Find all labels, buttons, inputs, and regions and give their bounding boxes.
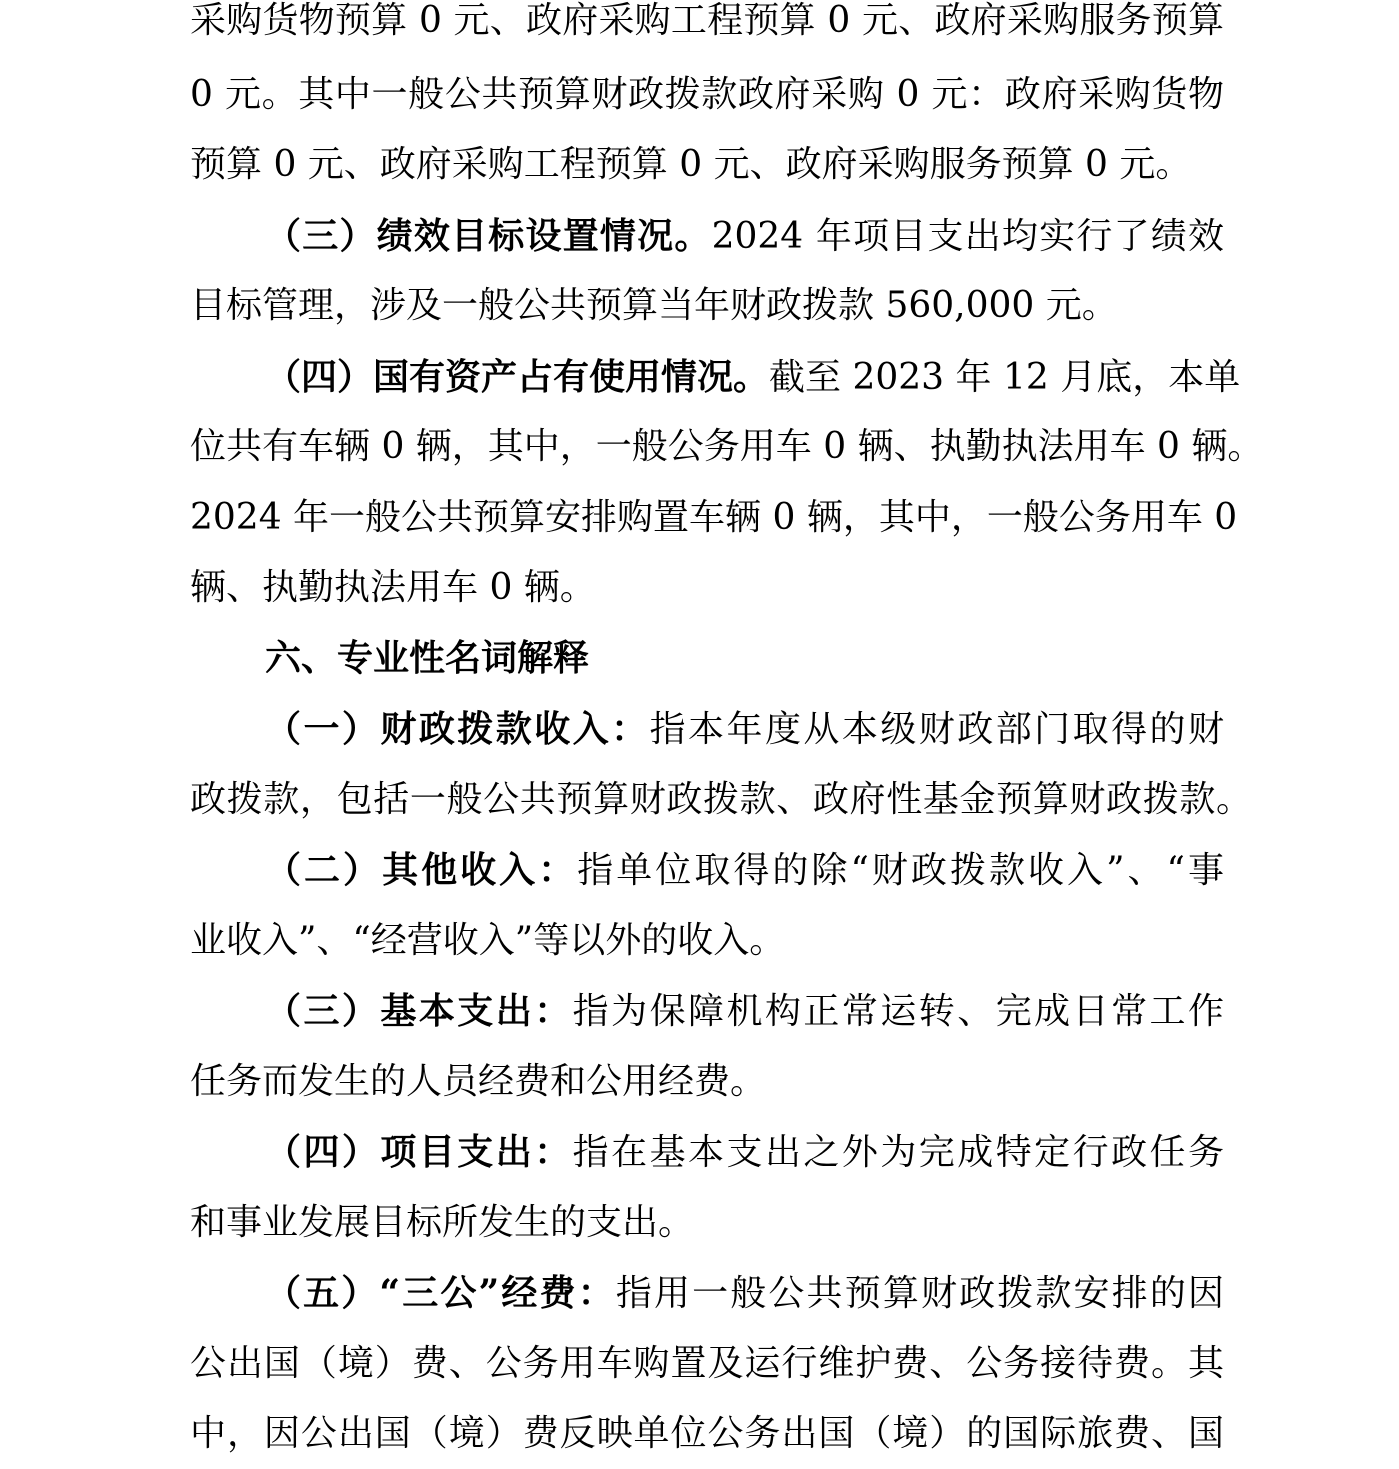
paragraph-line	[265, 201, 1224, 271]
paragraph-line	[265, 694, 1224, 764]
section-heading: 六、专业性名词解释	[265, 638, 590, 679]
paragraph-line: 和事业发展目标所发生的支出。	[190, 1202, 695, 1243]
paragraph-lead: （四）国有资产占有使用情况。	[265, 356, 770, 398]
paragraph-text: 2024 年项目支出均实行了绩效	[711, 216, 1224, 257]
paragraph-text: 指用一般公共预算财政拨款安排的因	[615, 1273, 1224, 1314]
paragraph-line: 中，因公出国（境）费反映单位公务出国（境）的国际旅费、国	[190, 1413, 1224, 1454]
paragraph-line: 预算 0 元、政府采购工程预算 0 元、政府采购服务预算 0 元。	[190, 144, 1192, 185]
paragraph-lead: （四）项目支出：	[265, 1131, 573, 1173]
paragraph-lead: （三）基本支出：	[265, 990, 573, 1032]
paragraph-line	[265, 1117, 1224, 1187]
paragraph-text: 截至 2023 年 12 月底，本单	[769, 357, 1241, 398]
paragraph-text: 指在基本支出之外为完成特定行政任务	[572, 1132, 1224, 1173]
paragraph-line	[265, 835, 1224, 905]
paragraph-line: 0 元。其中一般公共预算财政拨款政府采购 0 元：政府采购货物	[190, 74, 1224, 115]
paragraph-line: 位共有车辆 0 辆，其中，一般公务用车 0 辆、执勤执法用车 0 辆。	[190, 426, 1264, 467]
paragraph-lead: （三）绩效目标设置情况。	[265, 215, 712, 257]
paragraph-line: 辆、执勤执法用车 0 辆。	[190, 567, 596, 608]
paragraph-text: 指为保障机构正常运转、完成日常工作	[572, 991, 1224, 1032]
paragraph-line	[265, 976, 1224, 1046]
paragraph-line	[265, 1258, 1224, 1328]
paragraph-line: 政拨款，包括一般公共预算财政拨款、政府性基金预算财政拨款。	[190, 779, 1252, 820]
paragraph-lead: （五）“三公”经费：	[265, 1272, 616, 1314]
paragraph-line	[265, 342, 1241, 412]
paragraph-line: 采购货物预算 0 元、政府采购工程预算 0 元、政府采购服务预算	[190, 0, 1224, 41]
paragraph-line: 公出国（境）费、公务用车购置及运行维护费、公务接待费。其	[190, 1343, 1224, 1384]
paragraph-line: 业收入”、“经营收入”等以外的收入。	[190, 920, 786, 961]
paragraph-line: 2024 年一般公共预算安排购置车辆 0 辆，其中，一般公务用车 0	[190, 497, 1238, 538]
paragraph-text: 指单位取得的除“财政拨款收入”、“事	[577, 850, 1224, 891]
paragraph-line: 目标管理，涉及一般公共预算当年财政拨款 560,000 元。	[190, 285, 1118, 326]
paragraph-lead: （二）其他收入：	[265, 849, 578, 891]
paragraph-lead: （一）财政拨款收入：	[265, 708, 650, 750]
paragraph-line: 任务而发生的人员经费和公用经费。	[190, 1061, 767, 1102]
paragraph-text: 指本年度从本级财政部门取得的财	[649, 709, 1224, 750]
